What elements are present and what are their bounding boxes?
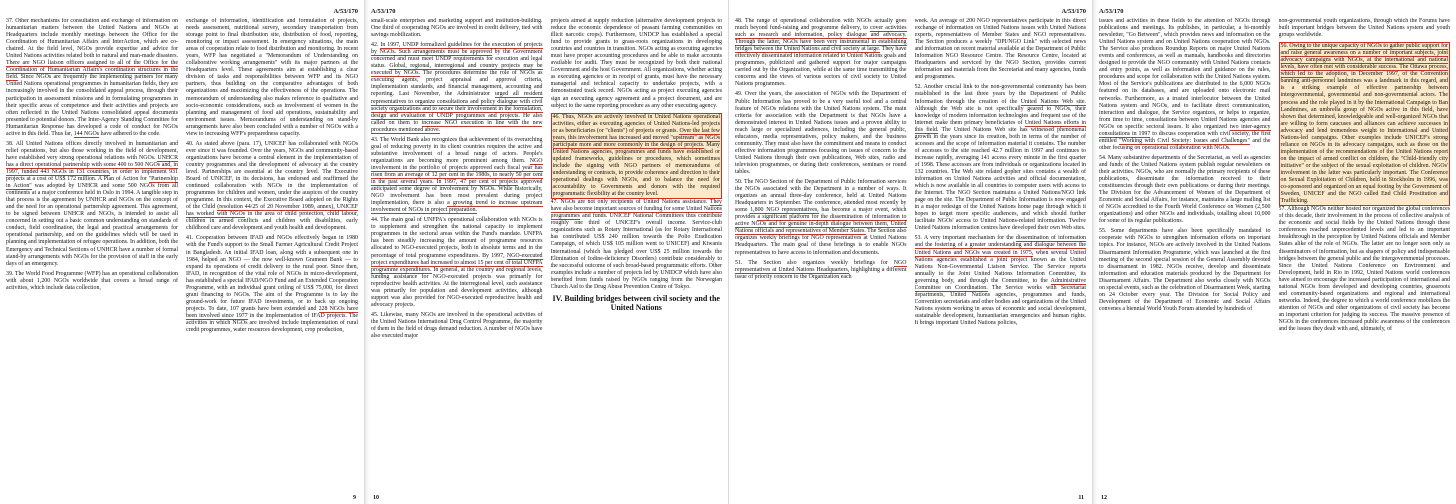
paragraph-text: highlighting a different issue of priority concern to the Organization each <box>735 266 907 280</box>
text-column <box>186 18 358 488</box>
paragraph-text: adoption, in December 1997, of the Convention banning anti-personnel landmines was a landmark in this regard, and is a striking example of effective partnership between intergovernmental, governmental and non-governmental actors. The process and the role played in it by the International Campaign to Ban Landmines, an umbrella group of NGOs active in this field, have shown that determined, knowledgeable and well-organized NGOs that are willing to form caucuses and alliances can achieve successes in advocacy and lend tremendous weight to International and United Nations-led campaigns. Other examples include UNICEF's strong reliance on NGOs in its advocacy campaigns, such as those on the implementation of the recommendations of the United Nations report on the impact of armed conflict on children, the "Child-friendly city initiative" or the subject of the sexual exploitation of children. NGOs' involvement in the latter was particularly important. The Conference on Sexual Exploitation of Children, held in Stockholm in 1996, was co-sponsored and organized on an equal footing by the Government of Sweden, UNICEF and the NGO called End Child Prostitution and Trafficking. <box>1280 71 1448 205</box>
paragraph-text: 51. The Section also organizes weekly briefings for <box>735 259 894 266</box>
highlighted-text: Owing to the unique capacity of NGOs to gather public support for and raise general awareness on a number of important subjects, joint advocacy campaigns with NGOs, at the international and national levels, have often met with considerable success. The Ottawa process, which led to the <box>1280 43 1448 78</box>
highlighted-text: NGO-executed project expenditures had increased to almost 15 per cent of total UNFPA programme expenditures. <box>371 252 543 273</box>
highlighted-text: cover activities such as research and information, policy dialogue and advocacy. Through the latter, NGOs have been very instrumental in establishing bridges between the United Nations and civil society at large. <box>735 25 907 53</box>
paragraph-text: 44. The main goal of UNFPA's operational collaboration with NGOs is to supplement and strengthen the national capacity to implement programmes in the sectoral areas within the Fund's mandate. UNFPA has been steadily increasing the amount of programme resources allocated to NGO-executed projects, both in absolute terms and in the percentage of total programme expenditures. By 1997, <box>371 217 543 259</box>
highlighted-text: two inter-agency consultations in 1997 <box>1099 123 1271 137</box>
paragraph-text: and funds. UNICEF National Committees thus contribute roughly one third of UNICEF's overall income. Service-club organizations such as Rotary International (as for Rotary International has contributed US$ 240 million towards the Polio Eradication Campaign, of which US$ 105 million went to UNICEF) and Kiwanis International (which has pledged over US$ 25 million towards the Elimination of Iodine-deficiency Disorders) contribute considerably to the successful outcome of such broad-based programmatic efforts. Other examples include a number of projects led by UNIDCP which have also benefited from funds raised by NGOs ranging from the Norwegian Church Aid to the Drug Abuse Prevention Centre of Tokyo. <box>550 213 722 290</box>
highlighted-text: Global, regional, interregional and country projects may be executed by NGOs. <box>371 63 543 77</box>
paragraph-text: 45. Likewise, many NGOs are involved in the operational activities of the United Nations International Drug Control Programme, the majority of them in the field of drugs demand reduction. A number of NGOs have also executed major <box>371 311 543 340</box>
paragraph <box>915 84 1087 232</box>
document-symbol: A/53/170 <box>1099 8 1124 15</box>
paragraph-text: approved anticipated some degree of involvement by NGOs. While historically, NGO involvement has been most prevalent during project implementation, there is also <box>371 179 543 207</box>
highlighted-text: United Nations Web site. <box>1020 98 1086 105</box>
paragraph-text: 48. The range of operational collaboration with NGOs actually goes much beyond fund-raising and programme delivery, to <box>735 18 907 32</box>
paragraph <box>1279 206 1451 333</box>
text-column <box>915 18 1087 488</box>
paragraph <box>1279 18 1451 39</box>
paragraph-text: 56. <box>1280 43 1290 50</box>
paragraph <box>551 199 723 291</box>
highlighted-text: United Nations efforts in this field. <box>914 119 1086 133</box>
section-heading: IV. Building bridges between civil society and the United Nations <box>552 293 720 312</box>
highlighted-text: 1,800 NGO representatives, <box>750 207 819 214</box>
paragraph-text: 46. Thus, NGOs are actively involved in United Nations operational activities, either as executing agencies of United Nations-led projects or as beneficiaries (or "clients") of projects or grants. <box>552 113 720 134</box>
paragraph <box>186 235 358 334</box>
page-header <box>735 6 1086 18</box>
document-page <box>0 0 364 504</box>
page-number: 11 <box>1078 495 1084 501</box>
highlighted-text: dissemination of information and the fostering of a greater understanding and dialogue between the United Nations and NGOs was created in 1975, <box>914 235 1086 256</box>
page-number: 12 <box>1101 495 1107 501</box>
paragraph-text: 49. Over the years, the association of NGOs with the Department of Public Information has proved to be a very useful tool and a central feature of NGOs relations with the United Nations system. The main criteria for association with the Department is that NGOs have a demonstrated interest in United Nations issues and a proven ability to reach large or specialized audiences, including the general public, educators, media representatives, policy makers, and the business community. They must also have the commitment and means to conduct effective information programmes focusing on issues of concern to the United Nations through their own publications, Web sites, radio and television programmes, or during their conferences, seminars or round tables. <box>735 91 907 175</box>
document-symbol: A/53/170 <box>333 8 358 15</box>
highlighted-text: Administrative Committee on Coordination. <box>914 277 1086 291</box>
paragraph <box>371 137 543 215</box>
paragraph <box>735 18 907 88</box>
page-columns <box>1099 18 1450 488</box>
paragraph <box>735 260 907 281</box>
paragraph-text: In general, at the country and regional levels, funding assistance for NGO-executed projects was primarily for reproductive health activities. At the interregional level, such assistance was primarily for population and development activities, although support was also provided for NGO-executed reproductive health and advocacy projects. <box>371 266 543 308</box>
highlighted-text: a growing trend to increase upstream involvement of NGOs in project preparation. <box>371 200 543 214</box>
text-column <box>1099 18 1271 488</box>
page-header <box>1099 6 1450 18</box>
text-column <box>551 18 723 488</box>
paragraph-text: was adopted by UNHCR and some 500 NGOs from all continents at a major conference held in Oslo in 1994. A tangible step in that process is the agreement by UNHCR and NGOs on the concept of and the need for an operational partnership agreement. This agreement, to be signed between UNHCR and NGOs, is intended to assist all concerned in setting out a basic common understanding on standards of conduct, field coordination, the legal and practical arrangements for operational partnership, and on the guidelines which will be used in planning and implementation of refugee operations. In addition, both the Emergency and Technical Sections of UNHCR have a number of formal stand-by arrangements with NGOs for the provision of staff in the early days of an emergency. <box>6 183 178 267</box>
paragraph-text: 40. As stated above (para. 17), UNICEF has collaborated with NGOs ever since it was founded. Over the years, NGOs and community-based organizations have become a central element in the implementation of country programmes and the development of advocacy at the country level. Partnerships are essential at the country level. The Executive Board of UNICEF, in its decisions, has endorsed and reaffirmed the continued collaboration with NGOs in the implementation of programmes for children and women, under the auspices of the country programme. In this context, the Executive Board adopted on the Rights of the Child <box>186 140 358 211</box>
paragraph-text: to discuss cooperation with civil society, the first entitled <box>1099 130 1271 144</box>
highlighted-text: UNHCR has a direct operational partnership with some 400 to 500 NGOs and, in 1997, funded 443 NGOs in 131 countries, <box>6 154 178 175</box>
paragraph-text: 39. The World Food Programme (WFP) has an operational collaboration with about 1,200 NGOs worldwide that covers a broad range of activities, which include data collection, <box>6 270 178 291</box>
paragraph-text: Since NGOs are frequently the implementing partners for many United Nations operational programmes in humanitarian fields, they are increasingly involved in the consolidated appeal process, through their participation in assessment missions and in formulating programmes in their specific areas of competence and their activities and projects are often reflected in the United Nations consolidated appeal documents presented to potential donors. The Inter-Agency Standing Committee for Humanitarian Response has developed a code of conduct for NGOs active in this field. Thus far, <box>6 74 178 137</box>
page-columns <box>735 18 1086 488</box>
paragraph <box>551 18 723 110</box>
paragraph-text: small-scale enterprises and marketing support and institution-building. One third of cooperating NGOs are involved in credit delivery, tied with savings mobilization. <box>371 18 543 39</box>
paragraph-text: week. An average of 200 NGO representatives participate in this direct exchange of information on United Nations issues with United Nations experts, representatives of Member States and NGO representatives. The Section produces a weekly "DPI/NGO Link" with selected news and information on recent material available at the Department of Public Information NGO Resource Centre. The Resource Centre, located at Headquarters and serviced by the NGO Section, provides current information and materials from the Secretariat and many agencies, funds and programmes. <box>914 18 1086 81</box>
highlight-box <box>551 113 723 200</box>
paragraph-text: have adhered to the code. <box>99 130 161 137</box>
paragraph-text: 57. Although NGOs neither hosted nor organized the global conferences of this decade, their involvement in the process of collective analysis of the economic and social fields by the United Nations through these conferences reached unprecedented levels and led to an important breakthrough in the perception by United Nations officials and Member States alike of the role of NGOs. The latter are no longer seen only as disseminators of information, but as shapers of policy and indispensable bridges between the general public and the intergovernmental processes. Since the United Nations Conference on Environment and Development, held in Rio in 1992, United Nations world conferences have aimed to encourage the increased participation of international and national NGOs from developed and developing countries, grassroots and community-based organizations and regional and international networks. Indeed, the degree to which a world conference mobilizes the attention of NGOs and other organizations of civil society has become an important criterion for judging its success. The massive presence of NGOs in the conferences increased public awareness of the conferences and the issues they dealt with and, ultimately, of <box>1278 206 1450 333</box>
document-symbol: A/53/170 <box>1061 8 1086 15</box>
paragraph-text: They have effectively disseminated information related to United Nations goals and programmes, publicized and gathered support for major campaigns carried out by the Organization, while at the same time transmitting the concerns and the views of various sectors of civil society to United Nations programmes. <box>735 46 907 88</box>
paragraph <box>186 141 358 233</box>
highlighted-text: 228 NGOs have been involved since 1977 <box>186 305 358 319</box>
paragraph-text: in the area of child protection, child labour, children in armed conflicts and children with disabilities, early childhood care and development and youth health and development. <box>186 211 358 232</box>
highlighted-text: increase NGO execution in line with the new procedures mentioned above. <box>371 119 543 133</box>
text-column <box>371 18 543 488</box>
paragraph-text: The Section also organizes weekly briefings for NGO representatives at United Nations Headquarters. The main goal of these briefings is to enable NGOs representatives to have access to information and documents. <box>735 228 907 256</box>
paragraph <box>1099 155 1271 225</box>
paragraph-text: 41. Cooperation between IFAD and NGOs effectively began in 1980 with the Fund's support to the Small Farmer Agricultural Credit Project in Bangladesh. An initial IFAD loan, along with a subsequent one in 1984, helped an NGO — the now well-known Grameen Bank — to expand its operations of credit delivery to the rural poor. Since then, IFAD, in recognition of the vital role of NGOs in micro-development, has established a special IFAD/NGO Fund and an Extended Cooperation Programme, with an individual grant ceiling of US$ 75,000, for direct grant financing to NGOs. The aim of the Programme is to lay the ground-work for future IFAD investments, or to back up ongoing projects. To date, 107 grants have been extended and <box>186 235 358 312</box>
paragraph <box>1099 228 1271 313</box>
highlighted-text: 144 NGOs <box>73 130 100 137</box>
paragraph-text: non-governmental youth organizations, through which the Forums have built important bridges between the United Nations system and youth groups worldwide. <box>1278 18 1450 39</box>
page-header <box>6 6 358 18</box>
text-column <box>735 18 907 488</box>
paragraph <box>6 18 178 138</box>
paragraph-text: in order to implement 931 projects at a cost of US$ 172 million. A Plan of Action for <box>6 168 178 183</box>
paragraph <box>1099 18 1271 152</box>
paragraph-text: 42. <box>371 42 381 49</box>
paragraph-text: 53. A very important mechanism for the <box>914 235 1016 242</box>
highlighted-text: NGO representatives at United Nations Headquarters, <box>735 259 907 273</box>
paragraph <box>6 271 178 292</box>
paragraph <box>371 42 543 134</box>
highlight-box <box>1279 42 1451 206</box>
highlighted-text: Over the last few years, this involvement has increased and moved "upstream" as NGOs participate more and more commonly in the design of projects. <box>552 127 720 148</box>
paragraph-text: The procedures determine the role of NGOs as executing agents, project appraisal and approval criteria, implementation standards, and financial management, accounting and reporting. Last November, the Administrator <box>371 70 543 98</box>
text-column <box>1279 18 1451 488</box>
paragraph <box>371 18 543 39</box>
paragraph-text: when several United Nations agencies established a joint project known as the United Nations Non-Governmental Liaison Service. The Service reports annually to the Joint United Nations Information Committee, its governing body, and through the Committee, to the <box>914 249 1086 284</box>
page-header <box>371 6 722 18</box>
paragraph <box>371 312 543 340</box>
highlighted-text: In 1997, UNDP formalized guidelines for the execution of projects by NGOs. Such arrangements must be approved <box>371 42 543 56</box>
highlighted-text: urged all resident representatives to organize consultations and policy dialogue with civil society organizations and to secure their involvement in the formulation, design and evaluation of UNDP programmes and projects. <box>371 91 543 119</box>
paragraph <box>915 18 1087 81</box>
highlighted-text: "Working with Civil Society: Issues and Challenges" <box>1119 137 1250 144</box>
page-number: 10 <box>373 495 379 501</box>
paragraph-text: in the implementation of IFAD projects. The activities in which NGOs are involved include implementation of rural credit programmes, water resources development, crop production, <box>186 312 358 334</box>
paragraph-text: Although the Web site is not specifically geared to NGOs, their knowledge of modern information technologies and frequent use of the Internet make them primary beneficiaries of <box>914 105 1086 126</box>
paragraph-text: 47. NGOs are not only recipients of United Nations assistance. <box>550 199 710 206</box>
highlighted-text: "Partnership in Action" <box>6 176 178 190</box>
document-page <box>364 0 728 504</box>
paragraph-text: has become a major event, which provides <box>735 207 907 221</box>
paragraph-text: 38. All United Nations offices directly involved in humanitarian and relief operations, but also those working in the field of development, have established very strong operational relations with NGOs. <box>6 140 178 161</box>
paragraph <box>186 18 358 138</box>
highlighted-text: a significant platform for the dissemination of information to active NGOs and for genuine in-depth dialogue between them, United Nations officials and representatives of Member States. <box>735 214 907 235</box>
paragraph <box>6 141 178 268</box>
page-columns <box>6 18 358 488</box>
paragraph-text: 55. Some departments have also been specifically mandated to cooperate with NGOs to strengthen information efforts on important topics. For instance, NGOs are actively involved in the United Nations Disarmament Information Programme, which was launched at the first meeting of the second special session of the General Assembly devoted to disarmament in 1982. NGOs receive, develop and disseminate information and education materials produced by the Department for Disarmament Affairs. The Department also works closely with NGOs on special events, such as the celebration of Disarmament Week, starting on 24 October every year. The Division for Social Policy and Development of the Department of Economic and Social Affairs convenes a biennial World Youth Forum attended by hundreds of <box>1099 228 1271 312</box>
paragraph-text: and the other focusing on operational collaboration with NGOs. <box>1099 137 1271 151</box>
paragraph-text: 52. Another crucial link to the non-governmental community has been established in the last three years by the Department of Public Information through the creation of the <box>914 84 1086 105</box>
document-symbol: A/53/170 <box>371 8 396 15</box>
paragraph-text: 50. The NGO Section of the Department of Public Information services the NGOs associated with the Department in a number of ways. It organizes an annual three-day conference, held at United Nations Headquarters in September. The conference, attended most recently by some <box>735 179 907 214</box>
page-columns <box>371 18 722 488</box>
paragraph-text: by the Government concerned and must meet UNDP requirements for execution and legal status. <box>371 49 543 70</box>
paragraph <box>915 235 1087 327</box>
paragraph-text: The Service works with Secretariat departments, United Nations agencies, programmes and funds, Convention secretariats and other bodies and organizations of the United Nations system working in areas of economic and social development, sustainable development, humanitarian emergencies and human rights. It brings important United Nations policies, <box>914 284 1086 326</box>
paragraph-text: He also called on them to <box>371 112 543 126</box>
document-page <box>728 0 1092 504</box>
paragraph-text: 54. Many substantive departments of the Secretariat, as well as agencies and funds of the United Nations system publish regular newsletters on their activities. NGOs, who are normally the primary recipients of these publications, disseminate the information received to their constituencies through their own publications or during their meetings. The Division for the Advancement of Women of the Department of Economic and Social Affairs, for instance, maintains a large mailing list of NGOs accredited to the Fourth World Conference on Women (2,500 organizations) and other NGOs and individuals, totalling about 10,000 for some of its regular publications. <box>1099 154 1271 225</box>
paragraph-text: 43. The World Bank also recognizes that achievement of its overarching goal of reducing poverty in its client countries requires the active and substantive involvement of a broad range of actors. People's organizations are becoming more prominent among them. <box>371 136 543 164</box>
document-page <box>1092 0 1456 504</box>
paragraph-text: 37. Other mechanisms for consultation and exchange of information on humanitarian matters between the United Nations and NGOs at Headquarters include monthly meetings between the Office for the Coordination of Humanitarian Affairs and InterAction, which are co-chaired. At the field level, NGOs provide expertise and advice for United Nations activities related both to natural and man-made disasters. <box>6 18 178 60</box>
paragraph-text: The United Nations Web site has witnessed phenomenal growth in the years since its creation, both in terms of the number of accesses and the scope of information material it contains. The number of accesses to the site reached 42.7 million in 1997 and continues to increase rapidly, averaging 141 access every minute in the first quarter of 1998. These accesses are from individuals or organizations located in 132 countries. The Web site related gopher sites contains a wealth of information on United Nations activities and official documentation, which is now available in all countries to computer users with access to the Internet. The NGO Section maintains a United Nations/NGO link page on the site. The Department of Public Information is now engaged in a major redesign of the United Nations home page through which it hopes to target more specific audiences, and which should further facilitate NGOs' access to United Nations-related information. Twelve United Nations information centres have developed their own Web sites. <box>914 126 1086 232</box>
highlighted-text: (resolution 44/25 of 20 November 1989, annex), UNICEF has worked with NGOs <box>186 204 358 218</box>
paragraph-text: projects aimed at supply reduction (alternative development projects to reduce the economic dependence of peasant farming communities on illicit narcotic crops). Furthermore, UNDCP has established a special fund to provide grants to grass-roots organizations in developing countries and countries in transition. NGOs acting as executing agencies must have proper accounting procedures and be able to make accounts available for audit. They must be recognized by both their national Government and the host Government. All organizations, whether acting as executing agencies or in receipt of grants, must have the necessary managerial and technical capacity to undertake projects, with a demonstrated track record. NGOs acting as project executing agencies sign an executing agency agreement and a project document, and are subject to the same reporting procedure as any other executing agency. <box>550 18 722 109</box>
paragraph <box>735 179 907 257</box>
highlighted-text: NGO involvement in the portfolio of projects approved each fiscal year has risen from an average of 12 per cent in the 1980s, to nearly 50 per cent in the past several years. In 1997, 47 per cent of projects <box>371 157 543 186</box>
page-number: 9 <box>353 495 356 501</box>
highlighted-text: They have also become important sources of funding for some United Nations programmes <box>550 199 722 220</box>
paragraph <box>1281 43 1449 205</box>
paragraph <box>735 91 907 176</box>
text-column <box>6 18 178 488</box>
paragraph <box>553 114 721 199</box>
paragraph <box>371 217 543 309</box>
paragraph-text: Many United Nations agencies, programmes and funds have established or updated frameworks, guidelines or procedures, which sometimes include the signing with NGO partners of memorandums of understanding or contracts, to provide coherence and direction to their operational dealings with NGOs, and to balance the need for accountability to Governments and donors with the required programmatic flexibility at the country level. <box>552 141 720 198</box>
highlighted-text: There are NGO liaison officers assigned to all of the Office for the Coordination of Humanitarian Affairs's coordination structures in the field. <box>6 60 178 81</box>
paragraph-text: exchange of information, identification and formulation of projects, needs assessment, nutritional survey, secondary transportation from storage point to final distribution site, distribution of food, reporting, monitoring or impact assessment. In emergency situations, the main areas of cooperation relate to food distribution and monitoring. In recent years, WFP has negotiated a "Memorandum of Understanding on collaborative working arrangements" with its major partners at the Headquarters level. These agreements aim at establishing a clear division of tasks and responsibilities between WFP and its NGO partners, thus building on the comparative advantages of both organizations and maximizing the effectiveness of the operations. The memorandum of understanding also makes reference to qualitative and socio-economic considerations, such as involvement of women in the planning and management of food aid operations, sustainability and environment issues. Memorandums of understanding on stand-by arrangements have also been concluded with a number of NGOs with a view to increasing WFP's preparedness capacity. <box>186 18 358 137</box>
paragraph-text: issues and activities in these fields to the attention of NGOs through publications and meetings. Its publishes, in particular, a bi-monthly newsletter, "Go Between", which provides news and information on the United Nations system and on United Nations cooperation with NGOs. The Service also produces Roundup Reports on major United Nations events and conferences, as well as manuals, handbooks and directories designed to provide the NGO community with United Nations contacts and entry points, as well as information and guidance on the rules, procedures and scope for collaboration with the United Nations system. Most of the Service's publications are distributed to the 6,000 NGOs featured on its databases, and are uploaded onto electronic mail networks. Furthermore, as a trusted interlocutor between the United Nations system and NGOs, and to facilitate direct communication, interaction and dialogue, the Service organizes, or helps to organize, from time to time, consultations between United Nations agencies and NGOs on specific sectoral issues. It also organized <box>1099 18 1271 130</box>
